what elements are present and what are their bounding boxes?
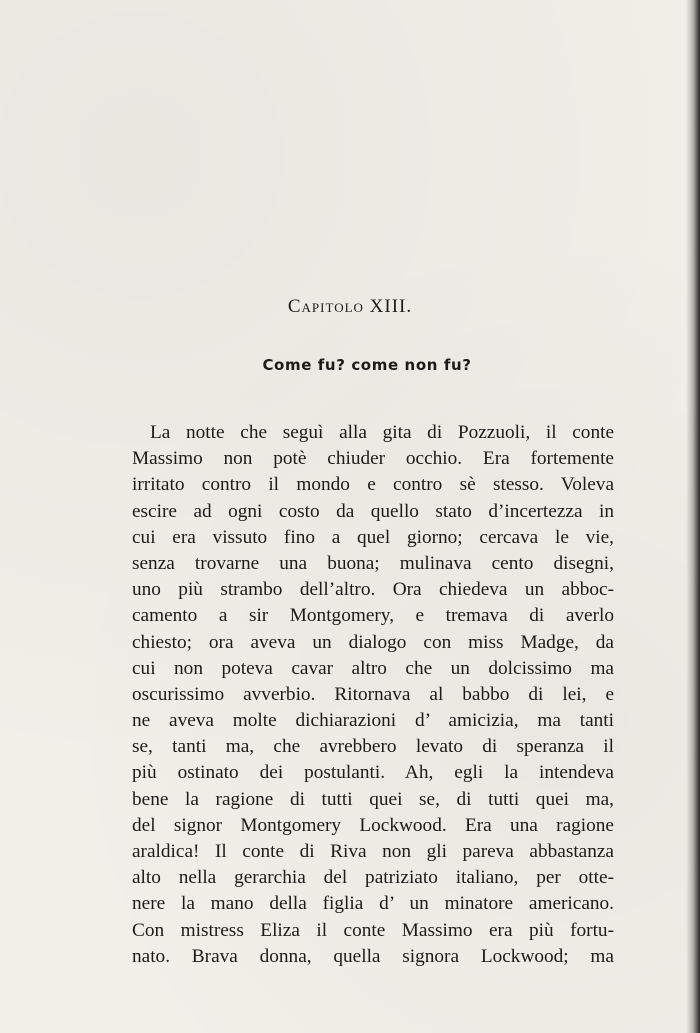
chapter-paragraph [132, 420, 614, 970]
text-line: del signor Montgomery Lockwood. Era una ragione [132, 814, 614, 836]
text-line: cui era vissuto fino a quel giorno; cercava le vie, [132, 526, 614, 548]
text-line: cui non poteva cavar altro che un dolcissimo ma [132, 657, 614, 679]
text-line: camento a sir Montgomery, e tremava di averlo [132, 605, 614, 627]
text-line: ne aveva molte dichiarazioni d’ amicizia, ma tanti [132, 710, 614, 732]
text-line: se, tanti ma, che avrebbero levato di speranza il [132, 736, 614, 758]
text-line: più ostinato dei postulanti. Ah, egli la intendeva [132, 762, 614, 784]
text-line: bene la ragione di tutti quei se, di tutti quei ma, [132, 788, 614, 810]
chapter-heading: Capitolo XIII. [287, 296, 413, 317]
text-line: nere la mano della figlia d’ un minatore americano. [132, 893, 614, 915]
text-line: Con mistress Eliza il conte Massimo era più fortu- [132, 919, 614, 941]
text-line: chiesto; ora aveva un dialogo con miss Madge, da [132, 631, 614, 653]
text-line: uno più strambo dell’altro. Ora chiedeva un abboc- [132, 579, 614, 601]
text-line: La notte che seguì alla gita di Pozzuoli, il conte [150, 422, 614, 443]
text-line: senza trovarne una buona; mulinava cento disegni, [132, 552, 614, 574]
text-line: escire ad ogni costo da quello stato d’incertezza in [132, 500, 614, 522]
text-line: irritato contro il mondo e contro sè stesso. Voleva [132, 474, 614, 496]
text-line: nato. Brava donna, quella signora Lockwood; ma [132, 945, 614, 967]
text-line: oscurissimo avverbio. Ritornava al babbo di lei, e [132, 683, 614, 705]
chapter-title: Come fu? come non fu? [262, 356, 472, 374]
text-line: alto nella gerarchia del patriziato italiano, per otte- [132, 867, 614, 889]
text-line: araldica! Il conte di Riva non gli pareva abbastanza [132, 841, 614, 862]
page-edge-shadow [686, 0, 700, 1033]
text-line: Massimo non potè chiuder occhio. Era fortemente [132, 448, 614, 470]
